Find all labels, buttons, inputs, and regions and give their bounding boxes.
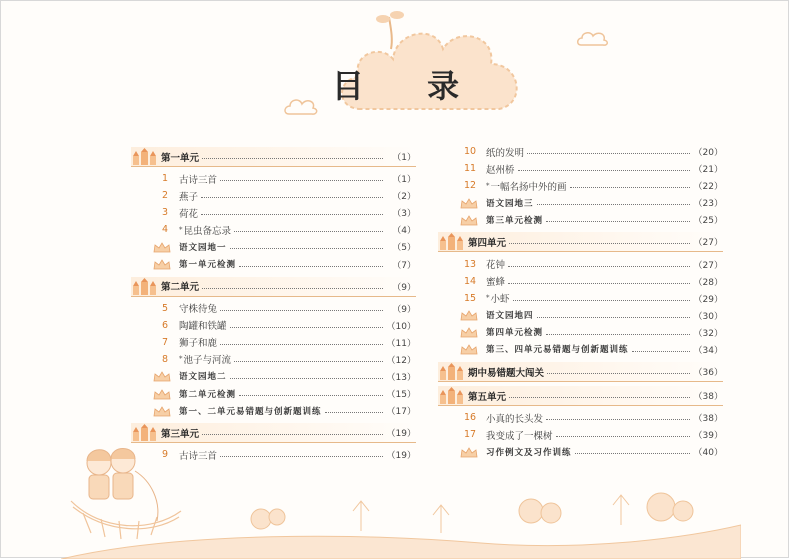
dot-leader [220,456,383,457]
entry-title: 小真的长头发 [486,413,544,425]
dot-leader [509,243,690,244]
toc-unit-heading [131,147,416,167]
page-number: （38） [693,392,723,403]
lesson-number: 8 [161,353,169,365]
page-number: （21） [693,165,723,176]
toc-lesson-entry [438,409,723,426]
toc-unit-heading [131,423,416,443]
crown-icon [153,388,171,400]
page-number: （5） [392,243,416,254]
dot-leader [537,317,690,318]
page-number: （19） [386,451,416,462]
page-number: （1） [392,153,416,163]
entry-title: 我变成了一棵树 [486,430,553,442]
dot-leader [220,310,383,311]
entry-title: 守株待兔 [179,304,218,316]
toc-lesson-entry [438,177,723,194]
entry-title: 第四单元 [468,237,507,249]
dot-leader [239,395,383,396]
entry-title: 第三单元 [161,428,200,440]
castle-icon [131,278,157,295]
entry-title: 第一单元检测 [179,260,237,271]
toc-sub-entry [131,402,416,419]
page-number: （23） [693,199,723,210]
toc-sub-entry [438,324,723,341]
toc-lesson-entry [131,317,416,334]
page-number: （12） [386,355,416,366]
toc-lesson-entry [438,143,723,160]
lesson-number: 11 [463,163,477,175]
dot-leader [508,266,690,267]
crown-icon [460,214,478,226]
toc-sub-entry [438,341,723,358]
toc-sub-entry [131,255,416,272]
toc-lesson-entry [131,204,416,221]
toc-sub-entry [438,307,723,324]
page-number: （19） [386,429,416,440]
toc-sub-entry [131,385,416,402]
entry-title: 语文园地三 [486,198,534,209]
toc-sub-entry [438,211,723,228]
crown-icon [460,446,478,458]
dot-leader [234,361,383,362]
toc-unit-heading [131,277,416,297]
dot-leader [546,419,690,420]
lesson-number: 15 [463,292,477,304]
star-mark: * [486,181,490,190]
dot-leader [202,288,383,289]
page-number: （9） [392,304,416,315]
page-number: （36） [693,368,723,379]
toc-lesson-entry [438,255,723,272]
entry-title: 昆虫备忘录 [183,225,232,237]
toc-unit-heading [438,362,723,382]
page-number: （34） [693,345,723,356]
castle-icon [131,148,157,165]
dot-leader [518,170,690,171]
page-number: （2） [392,192,416,203]
dot-leader [546,334,690,335]
lesson-number: 9 [161,449,169,461]
dot-leader [201,214,383,215]
crown-icon [153,370,171,382]
dot-leader [509,397,690,398]
lesson-number: 10 [463,146,477,158]
toc-lesson-entry [131,187,416,204]
entry-title: 蜜蜂 [486,277,506,289]
dot-leader [234,231,383,232]
page-number: （27） [693,260,723,271]
crown-icon [153,405,171,417]
dot-leader [513,300,690,301]
lesson-number: 5 [161,302,169,314]
toc-unit-heading [438,386,723,406]
entry-title: 纸的发明 [486,147,525,159]
star-mark: * [179,355,183,364]
page-number: （11） [386,338,416,349]
page-number: （22） [693,182,723,193]
page-number: （27） [693,238,723,249]
entry-title: 古诗三首 [179,174,218,186]
entry-title: 语文园地四 [486,311,534,322]
entry-title: 第三、四单元易错题与创新题训练 [486,345,629,356]
small-cloud-icon [283,96,319,118]
page-number: （17） [386,407,416,418]
page-number: （13） [386,372,416,383]
crown-icon [153,241,171,253]
dot-leader [546,221,690,222]
page-number: （38） [693,414,723,425]
dot-leader [508,283,690,284]
entry-title: 池子与河流 [183,355,232,367]
star-mark: * [486,294,490,303]
entry-title: 狮子和鹿 [179,338,218,350]
castle-icon [438,363,464,380]
page-title: 目 录 [331,67,486,105]
page-number: （40） [693,448,723,459]
toc-lesson-entry [131,170,416,187]
entry-title: 陶罐和铁罐 [179,321,227,333]
dot-leader [230,327,383,328]
entry-title: 语文园地一 [179,242,227,253]
entry-title: 第三单元检测 [486,215,544,226]
page-number: （39） [693,431,723,442]
entry-title: 赵州桥 [486,164,515,176]
lesson-number: 3 [161,207,169,219]
star-mark: * [179,225,183,234]
page-number: （32） [693,328,723,339]
toc-sub-entry [131,368,416,385]
lesson-number: 2 [161,190,169,202]
dot-leader [527,153,690,154]
castle-icon [438,387,464,404]
page-number: （10） [386,321,416,332]
dot-leader [547,373,690,374]
dot-leader [230,248,383,249]
crown-icon [460,309,478,321]
lesson-number: 17 [463,429,477,441]
toc-lesson-entry [438,290,723,307]
crown-icon [460,326,478,338]
dot-leader [220,180,383,181]
dot-leader [570,187,690,188]
lesson-number: 1 [161,173,169,185]
page-number: （29） [693,294,723,305]
page-number: （20） [693,148,723,159]
lesson-number: 4 [161,224,169,236]
crown-icon [153,258,171,270]
page-number: （25） [693,216,723,227]
entry-title: 小虾 [490,294,510,306]
page-number: （28） [693,277,723,288]
lesson-number: 16 [463,412,477,424]
dot-leader [202,434,383,435]
entry-title: 语文园地二 [179,372,227,383]
toc-unit-heading [438,232,723,252]
toc-lesson-entry [131,334,416,351]
crown-icon [460,343,478,355]
dot-leader [325,412,383,413]
dot-leader [537,204,690,205]
toc-left-column [131,143,416,463]
lesson-number: 6 [161,319,169,331]
page-number: （4） [392,226,416,237]
lesson-number: 12 [463,180,477,192]
castle-icon [131,424,157,441]
castle-icon [438,233,464,250]
entry-title: 第一、二单元易错题与创新题训练 [179,406,322,417]
dot-leader [239,266,383,267]
dot-leader [220,344,383,345]
entry-title: 第一单元 [161,152,200,164]
toc-sub-entry [131,238,416,255]
entry-title: 习作例文及习作训练 [486,447,572,458]
lesson-number: 13 [463,258,477,270]
entry-title: 期中易错题大闯关 [468,367,545,379]
entry-title: 第五单元 [468,391,507,403]
dot-leader [201,197,383,198]
entry-title: 燕子 [179,191,199,203]
dot-leader [202,158,383,159]
toc-lesson-entry [438,160,723,177]
lesson-number: 7 [161,336,169,348]
page-number: （7） [392,260,416,271]
lesson-number: 14 [463,275,477,287]
entry-title: 花钟 [486,260,506,272]
toc-sub-entry [438,194,723,211]
toc-lesson-entry [131,221,416,238]
toc-sub-entry [438,443,723,460]
dot-leader [632,351,690,352]
toc-lesson-entry [131,446,416,463]
small-cloud-icon [576,29,610,49]
toc-lesson-entry [131,351,416,368]
dot-leader [556,436,690,437]
toc-lesson-entry [438,426,723,443]
entry-title: 一幅名扬中外的画 [490,181,567,193]
entry-title: 第二单元 [161,282,200,294]
dot-leader [575,453,690,454]
crown-icon [460,197,478,209]
page-number: （15） [386,390,416,401]
page-number: （9） [392,282,416,293]
dot-leader [230,378,383,379]
toc-lesson-entry [131,300,416,317]
entry-title: 第二单元检测 [179,389,237,400]
page-number: （3） [392,209,416,220]
entry-title: 荷花 [179,208,199,220]
toc-lesson-entry [438,273,723,290]
page-number: （1） [392,175,416,186]
entry-title: 第四单元检测 [486,328,544,339]
page-number: （30） [693,311,723,322]
toc-right-column [438,143,723,460]
entry-title: 古诗三首 [179,450,218,462]
